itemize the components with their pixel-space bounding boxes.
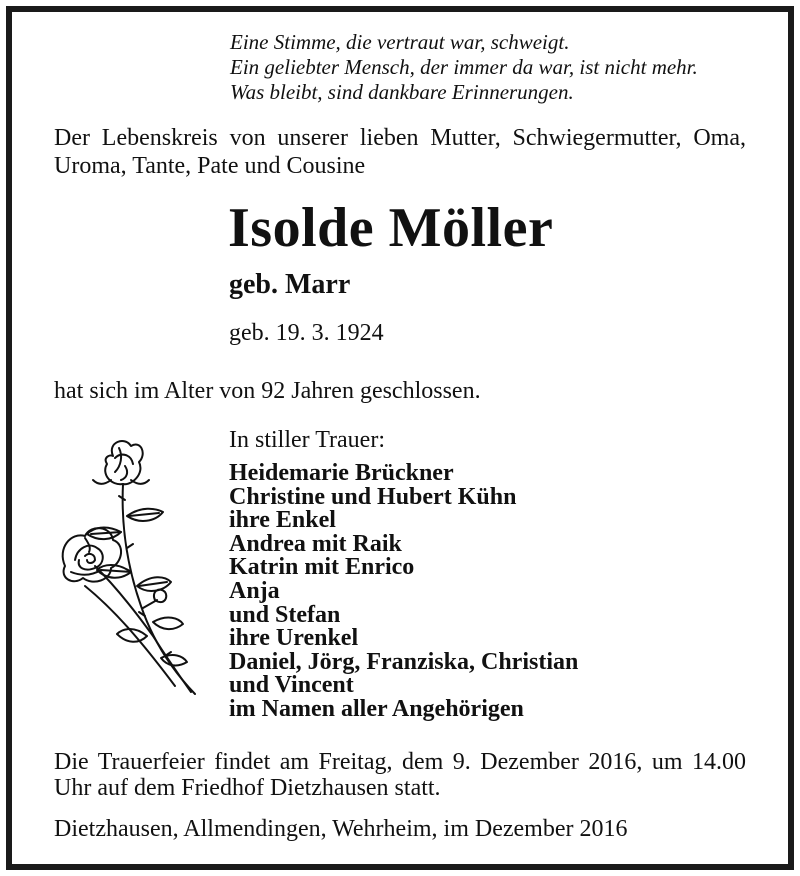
mourner-line: ihre Urenkel [229, 625, 359, 652]
mourner-line: Andrea mit Raik [229, 530, 402, 557]
poem [230, 30, 698, 105]
poem-line: Ein geliebter Mensch, der immer da war, ist nicht mehr. [230, 55, 698, 79]
intro-text: Der Lebenskreis von unserer lieben Mutter, Schwiegermutter, Oma, Uroma, Tante, Pate und Cousine [54, 125, 746, 179]
mourners-list [229, 462, 578, 722]
places-date: Dietzhausen, Allmendingen, Wehrheim, im Dezember 2016 [54, 816, 628, 842]
poem-line: Was bleibt, sind dankbare Erinnerungen. [230, 80, 574, 104]
mourner-line: und Stefan [229, 601, 341, 628]
mourner-line: Daniel, Jörg, Franziska, Christian [229, 648, 579, 675]
deceased-name: Isolde Möller [228, 197, 554, 259]
rose-icon [55, 436, 205, 698]
maiden-name: geb. Marr [229, 269, 351, 300]
age-statement: hat sich im Alter von 92 Jahren geschlossen. [54, 378, 481, 404]
poem-line: Eine Stimme, die vertraut war, schweigt. [230, 30, 570, 54]
mourner-line: im Namen aller Angehörigen [229, 695, 524, 722]
mourner-line: Heidemarie Brückner [229, 460, 454, 486]
birth-date: geb. 19. 3. 1924 [229, 320, 384, 346]
mourner-line: ihre Enkel [229, 507, 336, 534]
mourning-intro: In stiller Trauer: [229, 427, 385, 453]
mourner-line: und Vincent [229, 672, 354, 699]
mourner-line: Christine und Hubert Kühn [229, 483, 517, 510]
mourner-line: Katrin mit Enrico [229, 554, 415, 581]
ceremony-text: Die Trauerfeier findet am Freitag, dem 9. Dezember 2016, um 14.00 Uhr auf dem Friedhof Dietzhausen statt. [54, 749, 746, 801]
mourner-line: Anja [229, 577, 280, 604]
